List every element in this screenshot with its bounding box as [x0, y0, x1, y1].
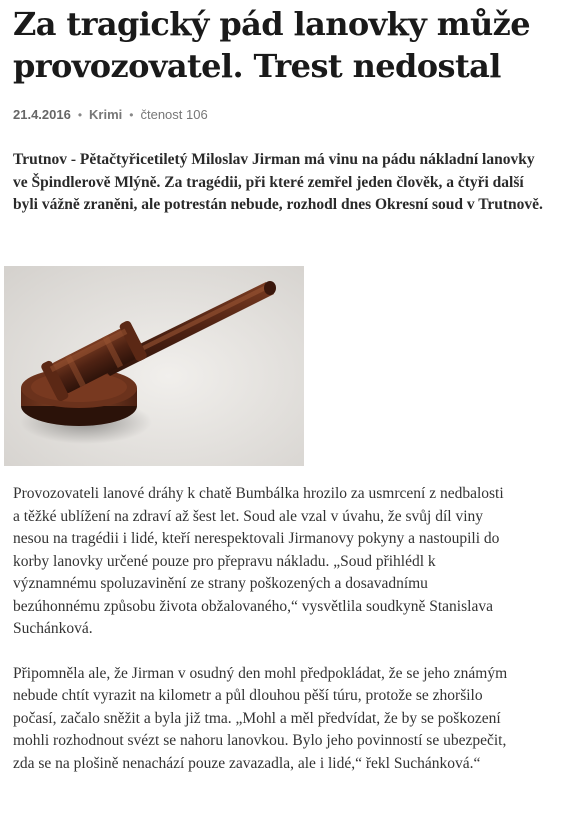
readership-count: čtenost 106	[140, 107, 208, 122]
article-meta	[13, 107, 571, 122]
article-lead: Trutnov - Pětačtyřicetiletý Miloslav Jirman má vinu na pádu nákladní lanovky ve Špindlerově Mlýně. Za tragédii, při které zemřel jeden člověk, a čtyři další byli vážně zraněni, ale potrestán nebude, rozhodl dnes Okresní soud v Trutnově.	[13, 151, 543, 213]
category-link[interactable]: Krimi	[89, 107, 123, 122]
judge-gavel-photo	[4, 266, 304, 466]
article-photo	[4, 266, 304, 466]
meta-separator: •	[77, 107, 83, 122]
meta-separator: •	[129, 107, 134, 122]
article-body	[13, 483, 508, 797]
publish-date: 21.4.2016	[13, 107, 71, 122]
article-title: Za tragický pád lanovky může provozovatel. Trest nedostal	[13, 5, 531, 85]
body-paragraph: Provozovateli lanové dráhy k chatě Bumbálka hrozilo za usmrcení z nedbalosti a těžké ublížení na zdraví až šest let. Soud ale vzal v úvahu, že svůj díl viny nesou na tragédii i lidé, kteří nerespektovali Jirmanovy pokyny a nastoupili do korby lanovky určené pouze pro přepravu nákladu. „Soud přihlédl k významnému spoluzavinění ze strany poškozených a dosavadnímu bezúhonnému způsobu života obžalovaného,“ vysvětlila soudkyně Stanislava Suchánková.	[13, 485, 504, 637]
body-paragraph: Připomněla ale, že Jirman v osudný den mohl předpokládat, že se jeho známým nebude chtít vyrazit na kilometr a půl dlouhou pěší túru, protože se zhoršilo počasí, začalo sněžit a byla již tma. „Mohl a měl předvídat, že by se poškození mohli rozhodnout svézt se nahoru lanovkou. Bylo jeho povinností se ubezpečit, zda se na plošině nenachází pouze zavazadla, ale i lidé,“ řekl Suchánková.“	[13, 664, 508, 772]
